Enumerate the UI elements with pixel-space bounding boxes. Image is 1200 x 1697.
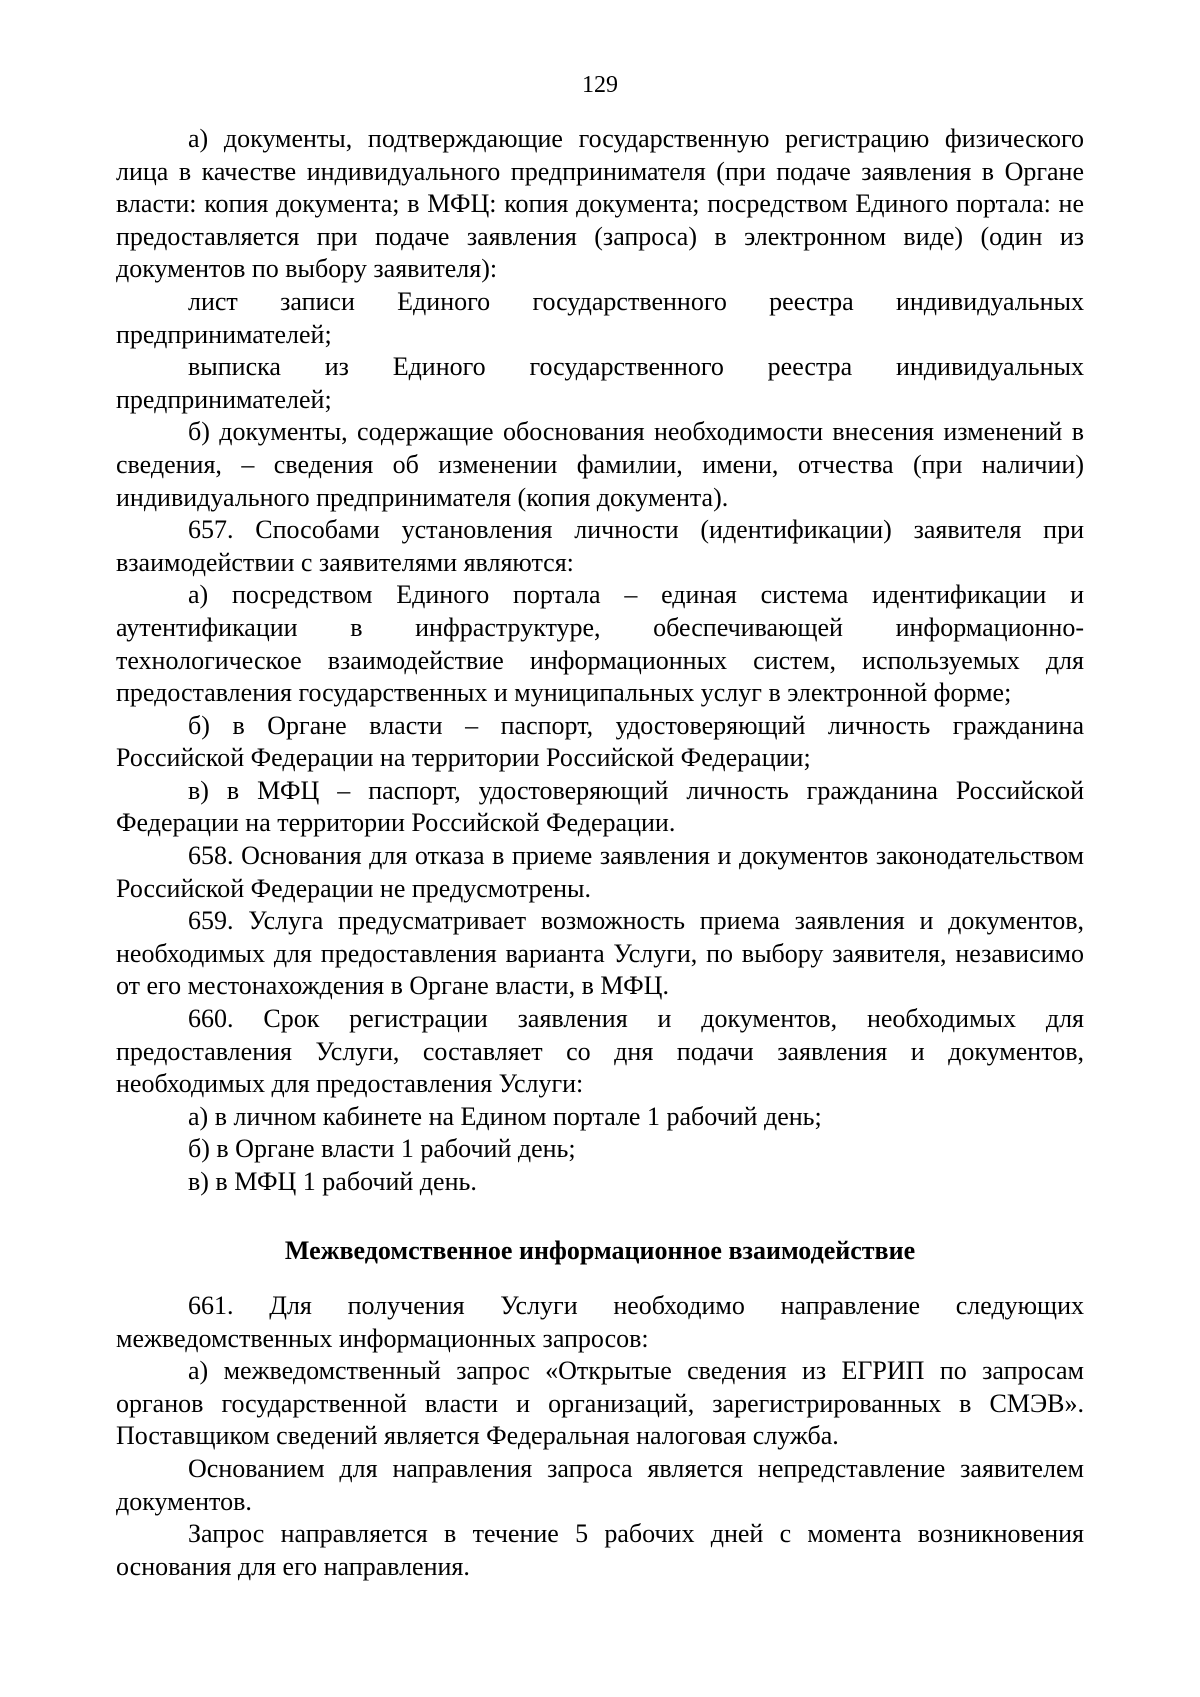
paragraph: б) документы, содержащие обоснования необходимости внесения изменений в сведения, – сведения об изменении фамилии, имени, отчества (при наличии) индивидуального предпринимателя (копия документа). xyxy=(116,417,1084,512)
paragraph: 660. Срок регистрации заявления и документов, необходимых для предоставления Услуги, составляет со дня подачи заявления и документов, необходимых для предоставления Услуги: xyxy=(116,1004,1084,1099)
paragraph: в) в МФЦ 1 рабочий день. xyxy=(188,1167,477,1196)
paragraph: а) межведомственный запрос «Открытые сведения из ЕГРИП по запросам органов государственной власти и организаций, зарегистрированных в СМЭВ». Поставщиком сведений является Федеральная налоговая служба. xyxy=(116,1356,1084,1451)
paragraph: а) посредством Единого портала – единая система идентификации и аутентификации в инфраструктуре, обеспечивающей информационно-технологическое взаимодействие информационных систем, используемых для предоставления государственных и муниципальных услуг в электронной форме; xyxy=(116,580,1084,708)
page-number: 129 xyxy=(582,72,618,98)
paragraph: 659. Услуга предусматривает возможность приема заявления и документов, необходимых для предоставления варианта Услуги, по выбору заявителя, независимо от его местонахождения в Органе власти, в МФЦ. xyxy=(116,906,1084,1001)
paragraph: Основанием для направления запроса является непредставление заявителем документов. xyxy=(116,1453,1084,1516)
section-text-block xyxy=(116,1290,1084,1583)
paragraph: Запрос направляется в течение 5 рабочих дней с момента возникновения основания для его направления. xyxy=(116,1519,1084,1581)
paragraph: 661. Для получения Услуги необходимо направление следующих межведомственных информационных запросов: xyxy=(116,1291,1084,1353)
main-text-block xyxy=(116,123,1084,1199)
paragraph: 658. Основания для отказа в приеме заявления и документов законодательством Российской Федерации не предусмотрены. xyxy=(116,841,1084,903)
paragraph: выписка из Единого государственного реестра индивидуальных предпринимателей; xyxy=(116,352,1084,414)
section-heading: Межведомственное информационное взаимодействие xyxy=(284,1236,916,1265)
paragraph: а) в личном кабинете на Едином портале 1 рабочий день; xyxy=(188,1101,822,1131)
paragraph: в) в МФЦ – паспорт, удостоверяющий личность гражданина Российской Федерации на территории Российской Федерации. xyxy=(116,775,1084,838)
paragraph: б) в Органе власти – паспорт, удостоверяющий личность гражданина Российской Федерации на территории Российской Федерации; xyxy=(116,710,1084,773)
paragraph: б) в Органе власти 1 рабочий день; xyxy=(188,1134,576,1164)
paragraph: а) документы, подтверждающие государственную регистрацию физического лица в качестве индивидуального предпринимателя (при подаче заявления в Органе власти: копия документа; в МФЦ: копия документа; посредством Единого портала: не предоставляется при подаче заявления (запроса) в электронном виде) (один из документов по выбору заявителя): xyxy=(116,124,1084,284)
paragraph: лист записи Единого государственного реестра индивидуальных предпринимателей; xyxy=(116,286,1084,349)
paragraph: 657. Способами установления личности (идентификации) заявителя при взаимодействии с заявителями являются: xyxy=(116,515,1084,577)
